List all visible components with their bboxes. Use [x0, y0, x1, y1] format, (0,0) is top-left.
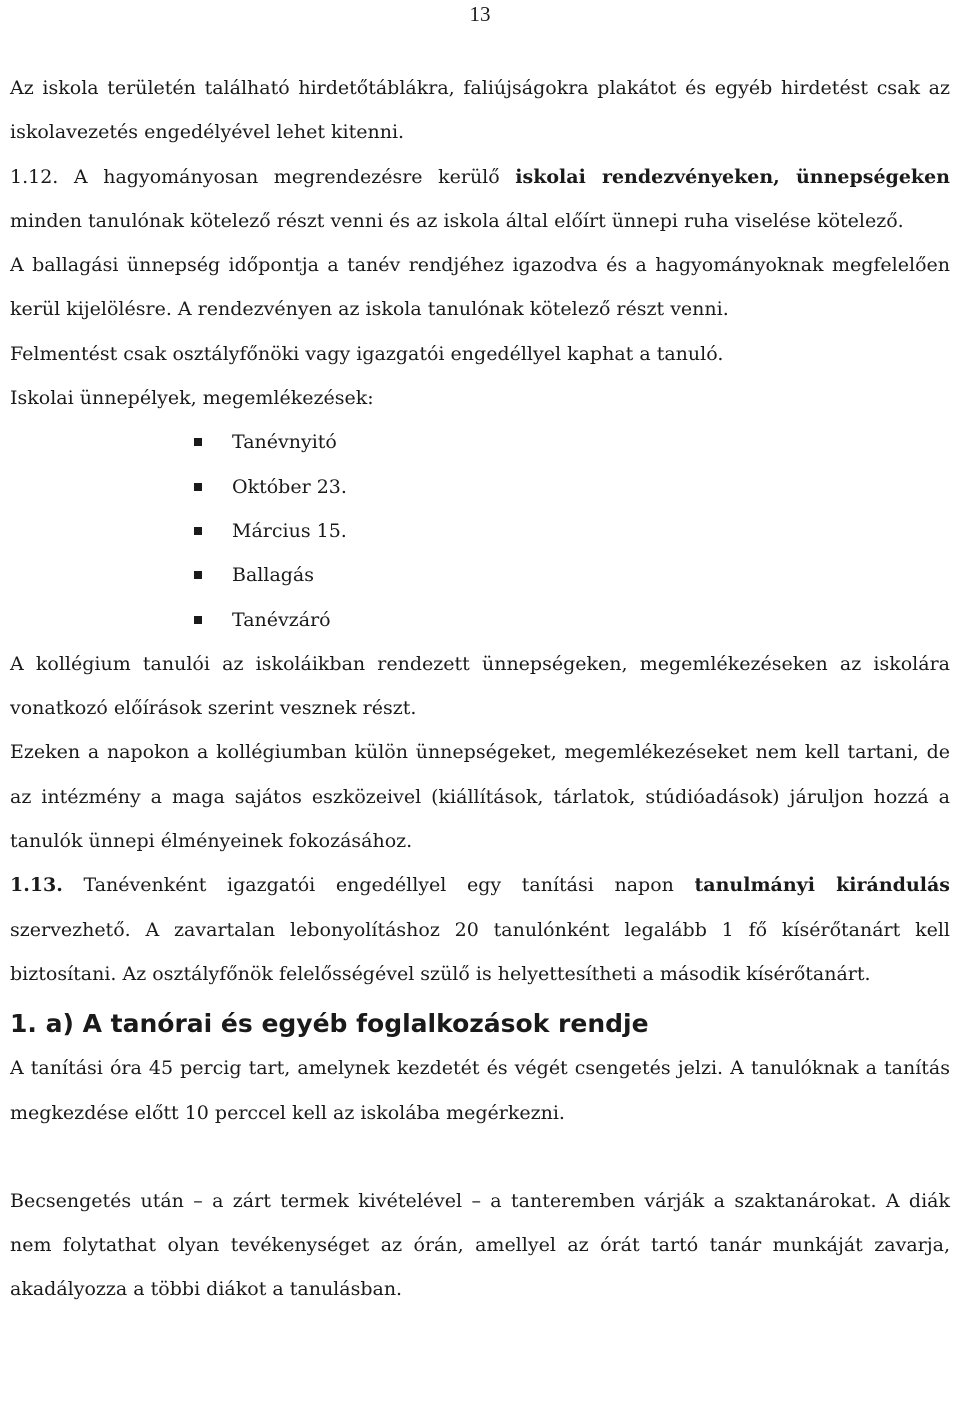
paragraph-school-events-rest: minden tanulónak kötelező részt venni és az iskola által előírt ünnepi ruha viselése kötelező. — [10, 209, 904, 232]
document-body — [10, 66, 950, 1312]
section-heading: 1. a) A tanórai és egyéb foglalkozások rendje — [10, 1009, 649, 1039]
paragraph-exemption: Felmentést csak osztályfőnöki vagy igazgatói engedéllyel kaphat a tanuló. — [10, 342, 724, 365]
paragraph-graduation: A ballagási ünnepség időpontja a tanév rendjéhez igazodva és a hagyományoknak megfelelően kerül kijelölésre. A rendezvényen az iskola tanulónak kötelező részt venni. — [10, 254, 950, 321]
section-number: 1.13. — [10, 874, 63, 897]
list-item: Tanévnyitó — [194, 420, 950, 464]
paragraph-school-events-text: 1.12. A hagyományosan megrendezésre kerülő — [10, 165, 516, 188]
study-trip-emphasis: tanulmányi kirándulás — [694, 874, 950, 897]
page-number: 13 — [469, 2, 491, 26]
list-item: Március 15. — [194, 509, 950, 553]
paragraph-dormitory-students: A kollégium tanulói az iskoláikban rendezett ünnepségeken, megemlékezéseken az iskolára vonatkozó előírások szerint vesznek részt. — [10, 652, 950, 720]
paragraph-study-trip-rest: szervezhető. A zavartalan lebonyolításhoz 20 tanulónként legalább 1 fő kísérőtanárt kell biztosítani. Az osztályfőnök felelősségével szülő is helyettesítheti a második kísérőtanárt. — [10, 918, 950, 985]
events-list-title: Iskolai ünnepélyek, megemlékezések: — [10, 387, 374, 410]
school-events-emphasis: iskolai rendezvényeken, ünnepségeken — [515, 165, 950, 188]
paragraph-study-trip-text: Tanévenként igazgatói engedéllyel egy tanítási napon — [62, 874, 695, 897]
paragraph-after-bell: Becsengetés után – a zárt termek kivételével – a tanteremben várják a szaktanárokat. A diák nem folytathat olyan tevékenységet az órán, amellyel az órát tartó tanár munkáját zavarja, akadályozza a többi diákot a tanulásban. — [10, 1189, 950, 1301]
list-item: Tanévzáró — [194, 598, 950, 642]
list-item: Ballagás — [194, 553, 950, 597]
paragraph-lesson-length: A tanítási óra 45 percig tart, amelynek kezdetét és végét csengetés jelzi. A tanulóknak a tanítás megkezdése előtt 10 perccel kell az iskolába megérkezni. — [10, 1057, 950, 1124]
list-item: Október 23. — [194, 465, 950, 509]
paragraph-dormitory-celebrations: Ezeken a napokon a kollégiumban külön ünnepségeket, megemlékezéseket nem kell tartani, de az intézmény a maga sajátos eszközeivel (kiállítások, tárlatok, stúdióadások) járuljon hozzá a tanulók ünnepi élményeinek fokozásához. — [10, 741, 950, 853]
events-list — [10, 420, 950, 641]
paragraph-notice-boards: Az iskola területén található hirdetőtáblákra, faliújságokra plakátot és egyéb hirdetést csak az iskolavezetés engedélyével lehet kitenni. — [10, 77, 950, 144]
paragraph-study-trip — [10, 863, 950, 996]
paragraph-school-events — [10, 155, 950, 244]
